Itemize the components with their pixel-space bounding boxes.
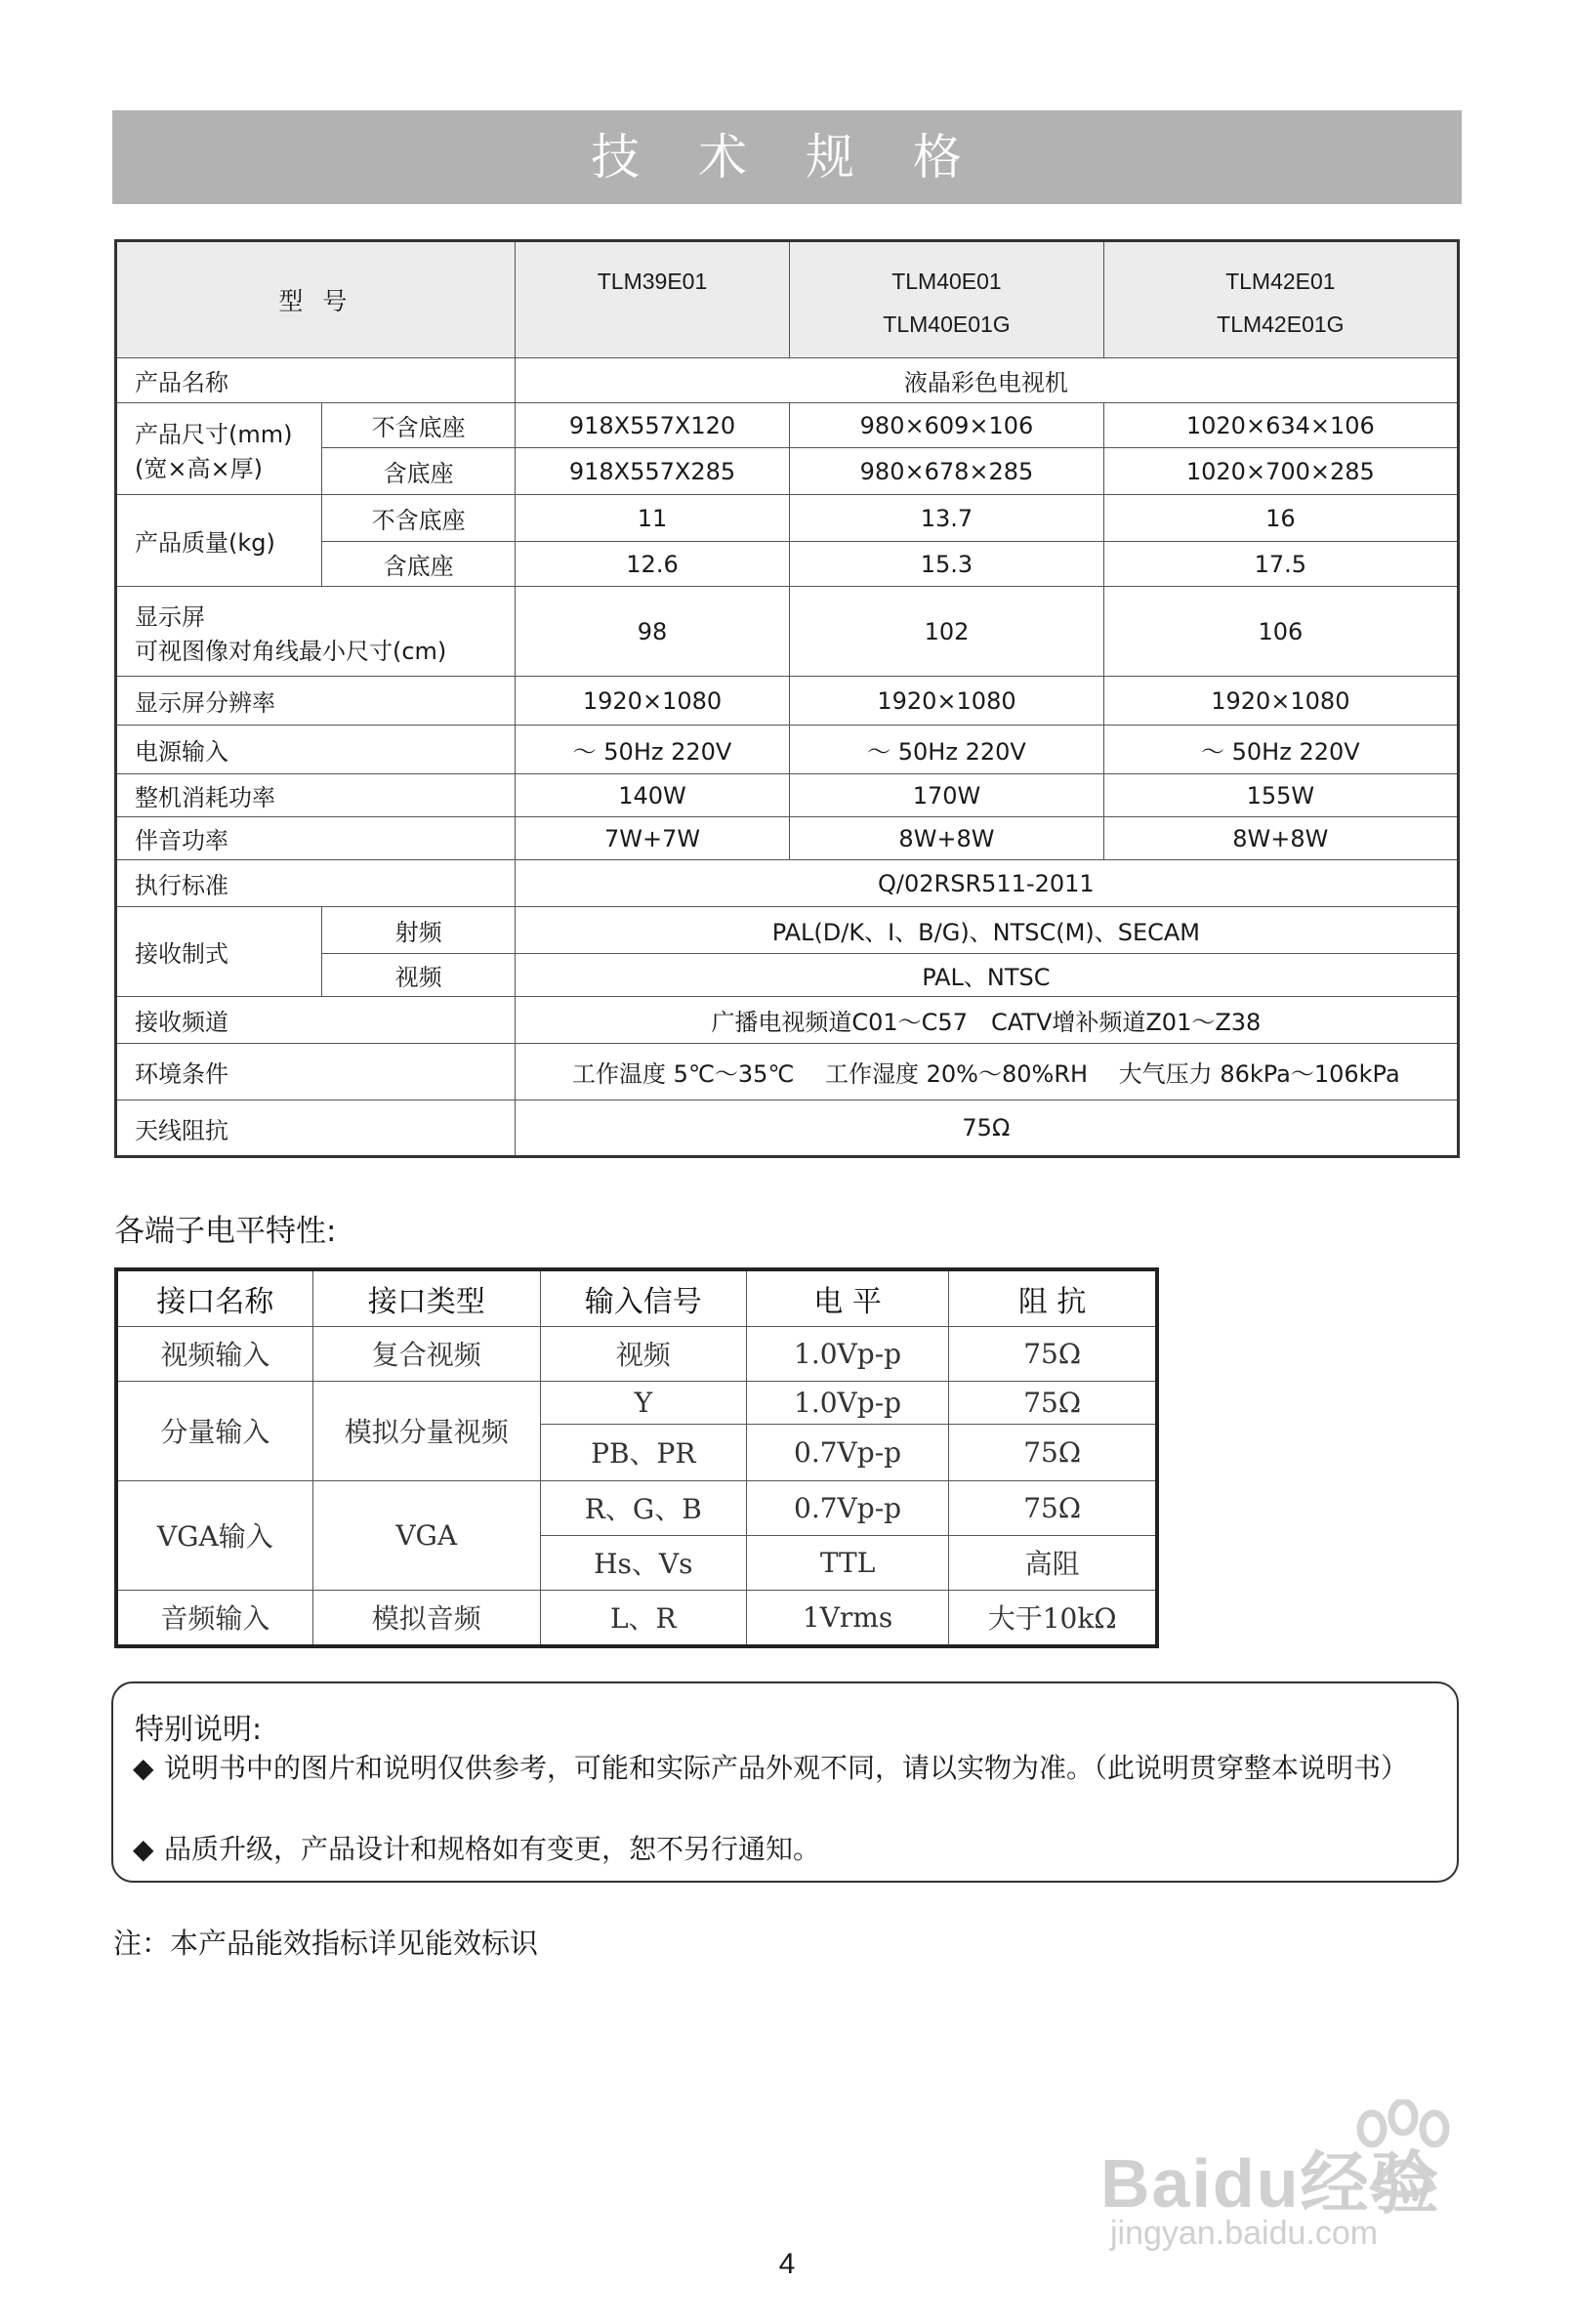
- cell-value: 75Ω: [949, 1424, 1157, 1480]
- cell-value: 16: [1103, 495, 1458, 542]
- cell-value: PB、PR: [540, 1424, 746, 1480]
- special-notes-box: [111, 1681, 1459, 1883]
- column-header: 输入信号: [540, 1269, 746, 1326]
- cell-value: 工作温度 5℃～35℃ 工作湿度 20%～80%RH 大气压力 86kPa～106kPa: [515, 1044, 1458, 1100]
- cell-value: 1920×1080: [1103, 677, 1458, 726]
- cell-value: 918X557X120: [515, 403, 790, 448]
- diamond-bullet-icon: ◆: [133, 1752, 154, 1784]
- cell-value: ～ 50Hz 220V: [515, 726, 790, 774]
- note-item: [133, 1830, 1433, 1869]
- sub-label: 不含底座: [322, 495, 515, 542]
- column-header: 阻 抗: [949, 1269, 1157, 1326]
- row-label: 环境条件: [116, 1044, 516, 1100]
- cell-value: 170W: [790, 774, 1103, 817]
- cell-value: ～ 50Hz 220V: [790, 726, 1103, 774]
- cell-value: TTL: [746, 1535, 948, 1590]
- table-row: [116, 1044, 1459, 1100]
- cell-value: 102: [790, 587, 1103, 677]
- cell-value: 13.7: [790, 495, 1103, 542]
- cell-value: 75Ω: [515, 1100, 1458, 1157]
- row-label: 接收频道: [116, 997, 516, 1044]
- cell-value: Hs、Vs: [540, 1535, 746, 1590]
- cell-value: 1920×1080: [790, 677, 1103, 726]
- page-number: 4: [778, 2248, 796, 2280]
- table-row: [116, 817, 1459, 860]
- table-row: [116, 495, 1459, 542]
- cell-value: 1020×700×285: [1103, 448, 1458, 495]
- table-row: [116, 1480, 1157, 1535]
- cell-value: 视频输入: [116, 1326, 312, 1381]
- cell-value: ～ 50Hz 220V: [1103, 726, 1458, 774]
- cell-value: 918X557X285: [515, 448, 790, 495]
- watermark-brand: Baidu经验: [1100, 2145, 1441, 2221]
- cell-value: 75Ω: [949, 1326, 1157, 1381]
- row-label: 接收制式: [116, 907, 322, 997]
- row-label-line: (宽×高×厚): [135, 454, 263, 482]
- row-label: 产品名称: [116, 358, 516, 403]
- table-row: [116, 587, 1459, 677]
- cell-value: 1020×634×106: [1103, 403, 1458, 448]
- watermark-url: jingyan.baidu.com: [1110, 2215, 1379, 2252]
- cell-value: 复合视频: [312, 1326, 540, 1381]
- cell-value: 980×609×106: [790, 403, 1103, 448]
- row-label: 天线阻抗: [116, 1100, 516, 1157]
- cell-value: 1.0Vp-p: [746, 1381, 948, 1424]
- cell-value: L、R: [540, 1590, 746, 1646]
- baidu-watermark: [1071, 2099, 1501, 2252]
- note-text: 品质升级，产品设计和规格如有变更，恕不另行通知。: [164, 1833, 821, 1865]
- sub-label: 视频: [322, 954, 515, 997]
- sub-label: 含底座: [322, 542, 515, 587]
- cell-value: 1920×1080: [515, 677, 790, 726]
- model-name: TLM40E01: [891, 269, 1002, 294]
- column-header: 接口类型: [312, 1269, 540, 1326]
- cell-value: 7W+7W: [515, 817, 790, 860]
- table-row: [116, 677, 1459, 726]
- row-label: 电源输入: [116, 726, 516, 774]
- row-label: 伴音功率: [116, 817, 516, 860]
- row-label-line: 显示屏: [135, 602, 205, 631]
- row-label: [116, 403, 322, 495]
- model-cell: [790, 241, 1103, 358]
- sub-label: 含底座: [322, 448, 515, 495]
- cell-value: 模拟分量视频: [312, 1381, 540, 1480]
- cell-value: 音频输入: [116, 1590, 312, 1646]
- cell-value: 视频: [540, 1326, 746, 1381]
- cell-value: R、G、B: [540, 1480, 746, 1535]
- section-title: 各端子电平特性:: [114, 1214, 337, 1249]
- cell-value: 15.3: [790, 542, 1103, 587]
- cell-value: 75Ω: [949, 1381, 1157, 1424]
- table-row: [116, 1100, 1459, 1157]
- model-cell: [1103, 241, 1458, 358]
- cell-value: 0.7Vp-p: [746, 1480, 948, 1535]
- row-label: [116, 587, 516, 677]
- table-row: [116, 403, 1459, 448]
- table-row: [116, 1590, 1157, 1646]
- cell-value: 98: [515, 587, 790, 677]
- model-header: 型 号: [116, 241, 516, 358]
- row-label-line: 可视图像对角线最小尺寸(cm): [135, 637, 447, 665]
- table-row: [116, 907, 1459, 954]
- model-name: TLM42E01G: [1217, 311, 1345, 337]
- table-row: [116, 997, 1459, 1044]
- cell-value: 分量输入: [116, 1381, 312, 1480]
- cell-value: 155W: [1103, 774, 1458, 817]
- notes-title: 特别说明:: [135, 1713, 263, 1747]
- note-item: [133, 1749, 1433, 1788]
- table-row: [116, 860, 1459, 907]
- table-row: [116, 241, 1459, 358]
- row-label: 产品质量(kg): [116, 495, 322, 587]
- cell-value: 8W+8W: [1103, 817, 1458, 860]
- model-name: TLM40E01G: [883, 311, 1011, 337]
- cell-value: 1Vrms: [746, 1590, 948, 1646]
- cell-value: 75Ω: [949, 1480, 1157, 1535]
- row-label-line: 产品尺寸(mm): [135, 420, 293, 448]
- table-row: [116, 774, 1459, 817]
- sub-label: 射频: [322, 907, 515, 954]
- terminal-levels-table: [114, 1267, 1159, 1648]
- cell-value: 106: [1103, 587, 1458, 677]
- cell-value: 大于10kΩ: [949, 1590, 1157, 1646]
- cell-value: 17.5: [1103, 542, 1458, 587]
- cell-value: VGA: [312, 1480, 540, 1590]
- spec-table: [114, 239, 1460, 1158]
- cell-value: 0.7Vp-p: [746, 1424, 948, 1480]
- cell-value: VGA输入: [116, 1480, 312, 1590]
- cell-value: PAL(D/K、I、B/G)、NTSC(M)、SECAM: [515, 907, 1458, 954]
- row-label: 整机消耗功率: [116, 774, 516, 817]
- cell-value: 11: [515, 495, 790, 542]
- diamond-bullet-icon: ◆: [133, 1833, 154, 1865]
- model-cell: [515, 241, 790, 358]
- table-row: [116, 358, 1459, 403]
- column-header: 电 平: [746, 1269, 948, 1326]
- cell-value: 140W: [515, 774, 790, 817]
- table-row: [116, 1326, 1157, 1381]
- page-title: 技 术 规 格: [112, 110, 1462, 204]
- note-text: 说明书中的图片和说明仅供参考，可能和实际产品外观不同，请以实物为准。（此说明贯穿整本说明书）: [164, 1752, 1409, 1784]
- cell-value: 8W+8W: [790, 817, 1103, 860]
- cell-value: 液晶彩色电视机: [515, 358, 1458, 403]
- cell-value: 980×678×285: [790, 448, 1103, 495]
- footnote: 注：本产品能效指标详见能效标识: [113, 1927, 539, 1960]
- sub-label: 不含底座: [322, 403, 515, 448]
- cell-value: 高阻: [949, 1535, 1157, 1590]
- row-label: 显示屏分辨率: [116, 677, 516, 726]
- cell-value: 1.0Vp-p: [746, 1326, 948, 1381]
- table-header-row: [116, 1269, 1157, 1326]
- cell-value: 模拟音频: [312, 1590, 540, 1646]
- cell-value: Q/02RSR511-2011: [515, 860, 1458, 907]
- table-row: [116, 1381, 1157, 1424]
- row-label: 执行标准: [116, 860, 516, 907]
- cell-value: 12.6: [515, 542, 790, 587]
- cell-value: Y: [540, 1381, 746, 1424]
- table-row: [116, 726, 1459, 774]
- cell-value: PAL、NTSC: [515, 954, 1458, 997]
- model-name: TLM39E01: [597, 269, 708, 294]
- cell-value: 广播电视频道C01～C57 CATV增补频道Z01～Z38: [515, 997, 1458, 1044]
- column-header: 接口名称: [116, 1269, 312, 1326]
- model-name: TLM42E01: [1225, 269, 1336, 294]
